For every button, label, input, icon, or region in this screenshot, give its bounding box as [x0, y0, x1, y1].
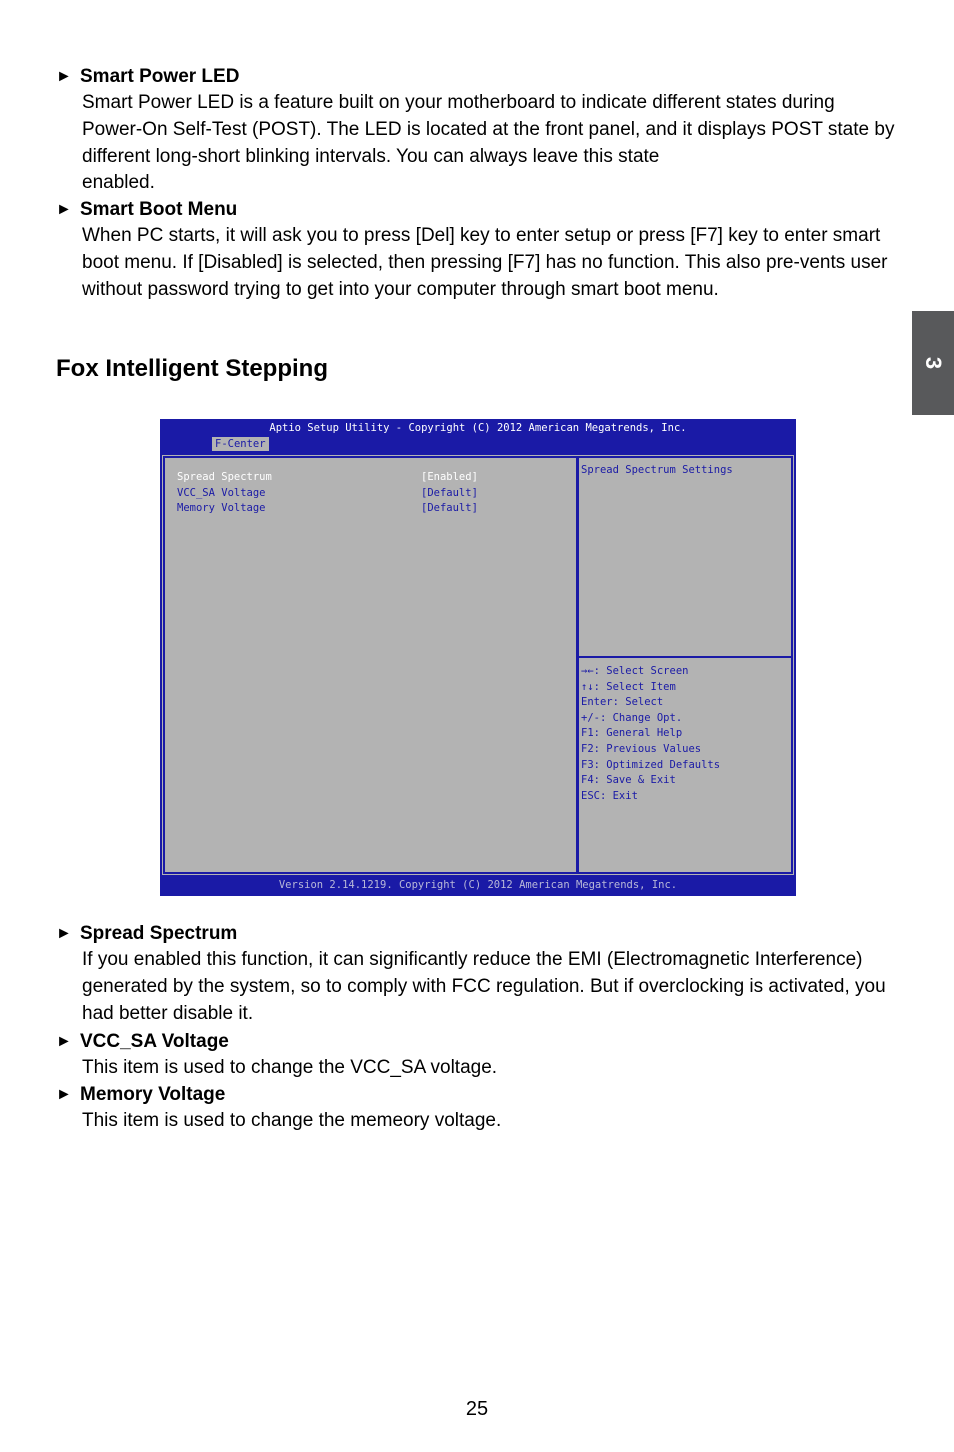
- item-smart-boot-menu: [56, 197, 896, 303]
- bios-row-spread-spectrum[interactable]: Spread Spectrum [Enabled]: [177, 471, 478, 483]
- item-title: VCC_SA Voltage: [80, 1031, 229, 1052]
- key-select-screen: →←: Select Screen: [581, 665, 689, 677]
- triangle-bullet-icon: ►: [56, 1086, 72, 1103]
- bios-keys-panel: [577, 656, 793, 874]
- key-f3: F3: Optimized Defaults: [581, 758, 721, 771]
- chapter-tab: [912, 311, 954, 415]
- item-description: This item is used to change the memeory voltage.: [82, 1110, 502, 1131]
- item-description: This item is used to change the VCC_SA voltage.: [82, 1057, 498, 1078]
- item-description: If you enabled this function, it can significantly reduce the EMI (Electromagnetic Interference) generated by the system, so to comply with FCC regulation. But if overclocking is activated, you had better disable it.: [82, 949, 886, 1024]
- item-description: When PC starts, it will ask you to press [Del] key to enter setup or press [F7] key to enter smart boot menu. If [Disabled] is selected, then pressing [F7] has no function. This also pre-vents user without password trying to get into your computer through smart boot menu.: [82, 225, 888, 300]
- bios-tab-f-center[interactable]: F-Center: [212, 437, 269, 451]
- bios-footer: Version 2.14.1219. Copyright (C) 2012 American Megatrends, Inc.: [278, 879, 678, 891]
- item-memory-voltage: [56, 1082, 896, 1135]
- key-esc: ESC: Exit: [581, 789, 638, 802]
- item-vcc-sa-voltage: [56, 1029, 896, 1082]
- bios-title: Aptio Setup Utility - Copyright (C) 2012 American Megatrends, Inc.: [269, 422, 687, 434]
- bios-help-text: Spread Spectrum Settings: [581, 464, 733, 476]
- bios-screenshot: [160, 419, 796, 896]
- item-description: Smart Power LED is a feature built on your motherboard to indicate different states during Power-On Self-Test (POST). The LED is located at the front panel, and it displays POST state by different long-short blinking intervals. You can always leave this state enabled.: [82, 92, 895, 194]
- chapter-number: 3: [921, 356, 946, 370]
- section-title: Fox Intelligent Stepping: [56, 355, 328, 382]
- item-title: Memory Voltage: [80, 1084, 226, 1105]
- item-title: Smart Power LED: [80, 66, 240, 87]
- bios-row-memory-voltage[interactable]: Memory Voltage [Default]: [177, 502, 478, 514]
- key-change-opt: +/-: Change Opt.: [581, 711, 683, 724]
- key-f1: F1: General Help: [581, 727, 683, 740]
- triangle-bullet-icon: ►: [56, 925, 72, 942]
- item-title: Smart Boot Menu: [80, 199, 238, 220]
- bios-body: [162, 455, 794, 875]
- item-title: Spread Spectrum: [80, 923, 238, 944]
- item-spread-spectrum: [56, 921, 896, 1027]
- key-f4: F4: Save & Exit: [581, 774, 676, 787]
- triangle-bullet-icon: ►: [56, 201, 72, 218]
- key-select-item: ↑↓: Select Item: [581, 680, 676, 693]
- triangle-bullet-icon: ►: [56, 1033, 72, 1050]
- page-number: 25: [465, 1398, 489, 1420]
- bios-settings-panel: [163, 456, 578, 874]
- item-smart-power-led: [56, 64, 896, 197]
- key-enter: Enter: Select: [581, 696, 664, 709]
- bios-row-vcc-sa-voltage[interactable]: VCC_SA Voltage [Default]: [177, 486, 478, 499]
- triangle-bullet-icon: ►: [56, 68, 72, 85]
- bios-help-panel: [577, 456, 793, 658]
- key-f2: F2: Previous Values: [581, 742, 702, 755]
- bios-key-legend: [581, 664, 720, 804]
